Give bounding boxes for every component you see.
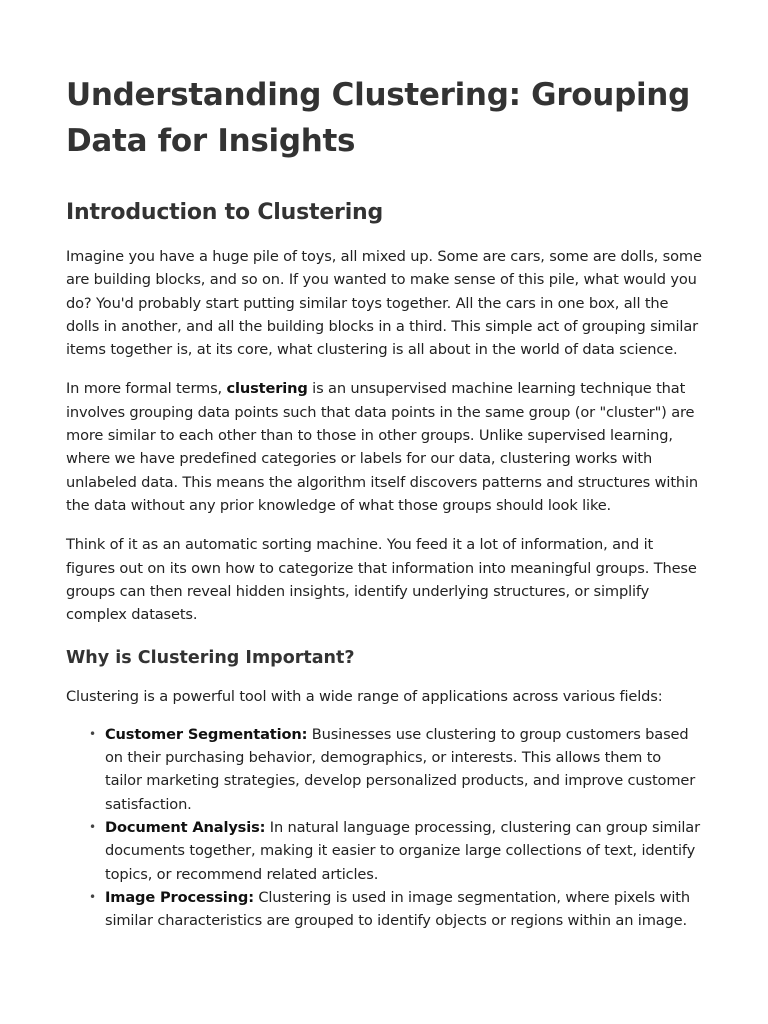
clustering-term: clustering — [226, 380, 308, 398]
paragraph-text: is an unsupervised machine learning technique that involves grouping data points such that data points in the same group (or "cluster") are more similar to each other than to those in other groups. Unlike supervised learning, where we have predefined categories or labels for our data, clustering works with unlabeled data. This means the algorithm itself discovers patterns and structures within the data without any prior knowledge of what those groups should look like. — [66, 380, 698, 514]
page-title: Understanding Clustering: Grouping Data for Insights — [66, 77, 690, 159]
list-item — [89, 816, 702, 886]
list-item-text: Businesses use clustering to group customers based on their purchasing behavior, demographics, or interests. This allows them to tailor marketing strategies, develop personalized products, and improve customer satisfaction. — [105, 725, 696, 813]
list-item-term: Image Processing: — [105, 888, 254, 906]
list-item-text: Clustering is used in image segmentation, where pixels with similar characteristics are grouped to identify objects or regions within an image. — [105, 888, 690, 930]
paragraph-text: In more formal terms, — [66, 380, 227, 398]
paragraph-applications-intro: Clustering is a powerful tool with a wide range of applications across various fields: — [66, 688, 663, 706]
bullet-icon: • — [89, 819, 96, 834]
bullet-icon: • — [89, 889, 96, 904]
bullet-icon: • — [89, 726, 96, 741]
list-item-term: Customer Segmentation: — [105, 725, 308, 743]
applications-list — [66, 723, 702, 933]
list-item-term: Document Analysis: — [105, 818, 266, 836]
list-item-text: In natural language processing, clustering can group similar documents together, making it easier to organize large collections of text, identify topics, or recommend related articles. — [105, 818, 700, 883]
paragraph-sorting-machine: Think of it as an automatic sorting machine. You feed it a lot of information, and it figures out on its own how to categorize that information into meaningful groups. These groups can then reveal hidden insights, identify underlying structures, or simplify complex datasets. — [66, 536, 697, 624]
section-heading-importance: Why is Clustering Important? — [66, 648, 355, 669]
list-item — [89, 723, 702, 816]
paragraph-formal-definition — [66, 377, 702, 517]
paragraph-toys-analogy: Imagine you have a huge pile of toys, all mixed up. Some are cars, some are dolls, some are building blocks, and so on. If you wanted to make sense of this pile, what would you do? You'd probably start putting similar toys together. All the cars in one box, all the dolls in another, and all the building blocks in a third. This simple act of grouping similar items together is, at its core, what clustering is all about in the world of data science. — [66, 248, 702, 359]
list-item — [89, 886, 702, 933]
section-heading-introduction: Introduction to Clustering — [66, 200, 384, 225]
